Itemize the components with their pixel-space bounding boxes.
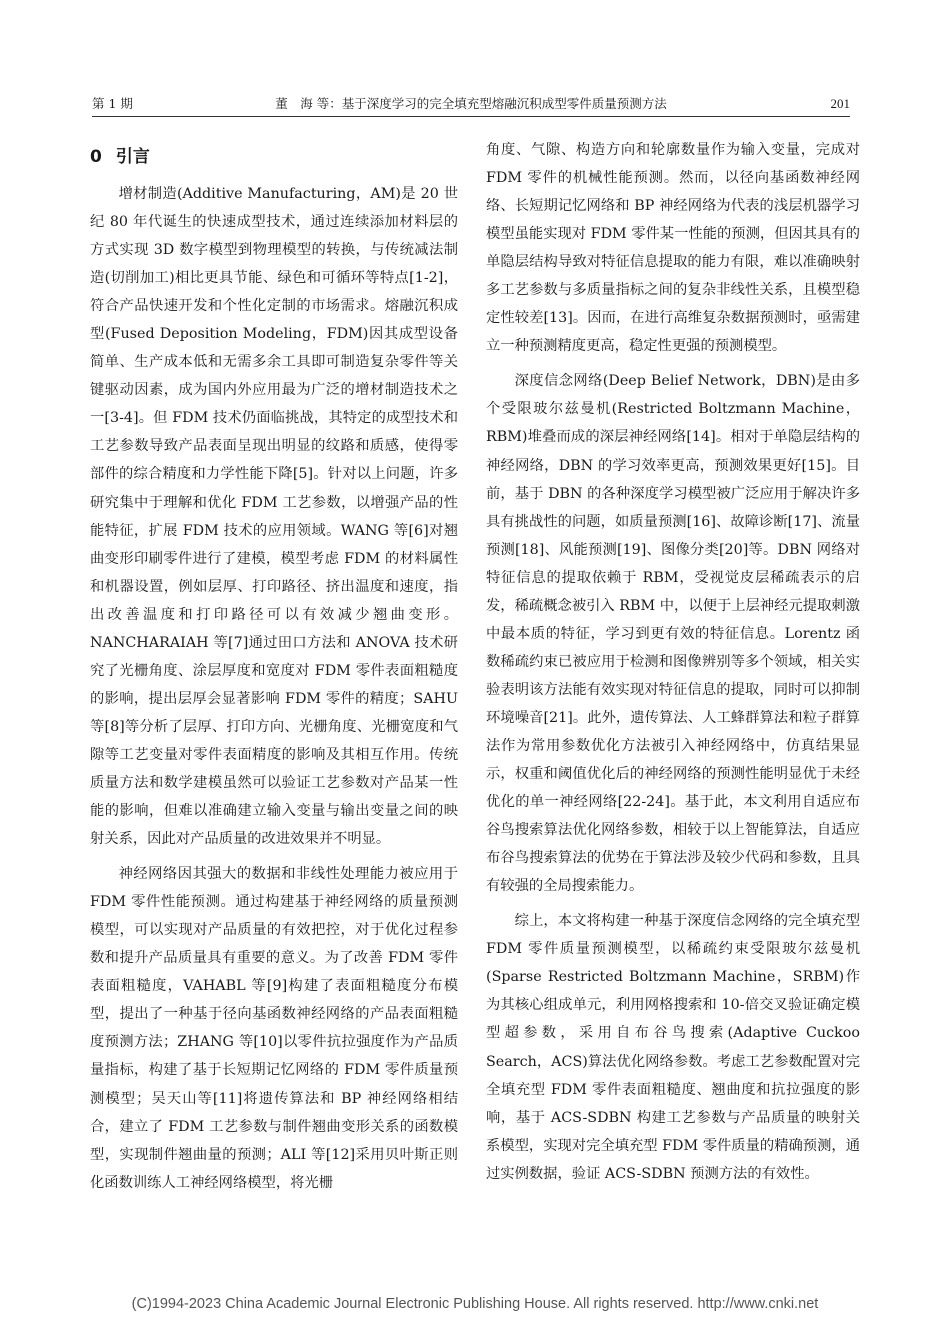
left-column: [90, 136, 458, 1197]
page-number: 201: [830, 96, 850, 111]
running-header: [92, 94, 850, 117]
paragraph: 神经网络因其强大的数据和非线性处理能力被应用于 FDM 零件性能预测。通过构建基于神经网络的质量预测模型，可以实现对产品质量的有效把控，对于优化过程参数和提升产品质量具有重要的意义。为了改善 FDM 零件表面粗糙度，VAHABL 等[9]构建了表面粗糙度分布模型，提出了一种基于径向基函数神经网络的产品表面粗糙度预测方法；ZHANG 等[10]以零件抗拉强度作为产品质量指标，构建了基于长短期记忆网络的 FDM 零件质量预测模型；吴天山等[11]将遗传算法和 BP 神经网络相结合，建立了 FDM 工艺参数与制件翘曲变形关系的函数模型，实现制件翘曲量的预测；ALI 等[12]采用贝叶斯正则化函数训练人工神经网络模型，将光栅: [90, 866, 458, 1191]
paragraph: 综上，本文将构建一种基于深度信念网络的完全填充型 FDM 零件质量预测模型，以稀疏约束受限玻尔兹曼机(Sparse Restricted Boltzmann Machine，SRBM)作为其核心组成单元，利用网格搜索和 10-倍交叉验证确定模型超参数，采用自布谷鸟搜索(Adaptive Cuckoo Search，ACS)算法优化网络参数。考虑工艺参数配置对完全填充型 FDM 零件表面粗糙度、翘曲度和抗拉强度的影响，基于 ACS-SDBN 构建工艺参数与产品质量的映射关系模型，实现对完全填充型 FDM 零件质量的精确预测，通过实例数据，验证 ACS-SDBN 预测方法的有效性。: [486, 913, 860, 1182]
issue-number: 第 1 期: [92, 96, 133, 111]
paragraph: 增材制造(Additive Manufacturing，AM)是 20 世纪 80 年代诞生的快速成型技术，通过连续添加材料层的方式实现 3D 数字模型到物理模型的转换，与传统减法制造(切削加工)相比更具节能、绿色和可循环等特点[1-2]，符合产品快速开发和个性化定制的市场需求。熔融沉积成型(Fused Deposition Modeling，FDM)因其成型设备简单、生产成本低和无需多余工具即可制造复杂零件等关键驱动因素，成为国内外应用最为广泛的增材制造技术之一[3-4]。但 FDM 技术仍面临挑战，其特定的成型技术和工艺参数导致产品表面呈现出明显的纹路和质感，使得零部件的综合精度和力学性能下降[5]。针对以上问题，许多研究集中于理解和优化 FDM 工艺参数，以增强产品的性能特征，扩展 FDM 技术的应用领域。WANG 等[6]对翘曲变形印刷零件进行了建模，模型考虑 FDM 的材料属性和机器设置，例如层厚、打印路径、挤出温度和速度，指出改善温度和打印路径可以有效减少翘曲变形。NANCHARAIAH 等[7]通过田口方法和 ANOVA 技术研究了光栅角度、涂层厚度和宽度对 FDM 零件表面粗糙度的影响，提出层厚会显著影响 FDM 零件的精度；SAHU 等[8]等分析了层厚、打印方向、光栅角度、光栅宽度和气隙等工艺变量对零件表面精度的影响及其相互作用。传统质量方法和数学建模虽然可以验证工艺参数对产品某一性能的影响，但难以准确建立输入变量与输出变量之间的映射关系，因此对产品质量的改进效果并不明显。: [90, 186, 458, 848]
right-column: [486, 136, 860, 1188]
paragraph-continued: 角度、气隙、构造方向和轮廓数量作为输入变量，完成对 FDM 零件的机械性能预测。然而，以径向基函数神经网络、长短期记忆网络和 BP 神经网络为代表的浅层机器学习模型虽能实现对 FDM 零件某一性能的预测，但因其具有的单隐层结构导致对特征信息提取的能力有限，难以准确映射多工艺参数与多质量指标之间的复杂非线性关系，且模型稳定性较差[13]。因而，在进行高维复杂数据预测时，亟需建立一种预测精度更高，稳定性更强的预测模型。: [486, 142, 860, 355]
section-number: 0: [90, 147, 102, 167]
copyright-footer: (C)1994-2023 China Academic Journal Electronic Publishing House. All rights reserved. http://www.cnki.net: [131, 1296, 819, 1312]
paragraph: 深度信念网络(Deep Belief Network，DBN)是由多个受限玻尔兹曼机(Restricted Boltzmann Machine，RBM)堆叠而成的深层神经网络[14]。相对于单隐层结构的神经网络，DBN 的学习效率更高，预测效果更好[15]。目前，基于 DBN 的各种深度学习模型被广泛应用于解决许多具有挑战性的问题，如质量预测[16]、故障诊断[17]、流量预测[18]、风能预测[19]、图像分类[20]等。DBN 网络对特征信息的提取依赖于 RBM，受视觉皮层稀疏表示的启发，稀疏概念被引入 RBM 中，以便于上层神经元提取刺激中最本质的特征，学习到更有效的特征信息。Lorentz 函数稀疏约束已被应用于检测和图像辨别等多个领域，相关实验表明该方法能有效实现对特征信息的提取，同时可以抑制环境噪音[21]。此外，遗传算法、人工蜂群算法和粒子群算法作为常用参数优化方法被引入神经网络中，仿真结果显示，权重和阈值优化后的神经网络的预测性能明显优于未经优化的单一神经网络[22-24]。基于此，本文利用自适应布谷鸟搜索算法优化网络参数，相较于以上智能算法，自适应布谷鸟搜索算法的优势在于算法涉及较少代码和参数，且具有较强的全局搜索能力。: [486, 373, 860, 895]
section-heading: [90, 136, 458, 178]
section-title: 引言: [115, 147, 150, 167]
running-title: 董 海 等：基于深度学习的完全填充型熔融沉积成型零件质量预测方法: [275, 96, 667, 111]
